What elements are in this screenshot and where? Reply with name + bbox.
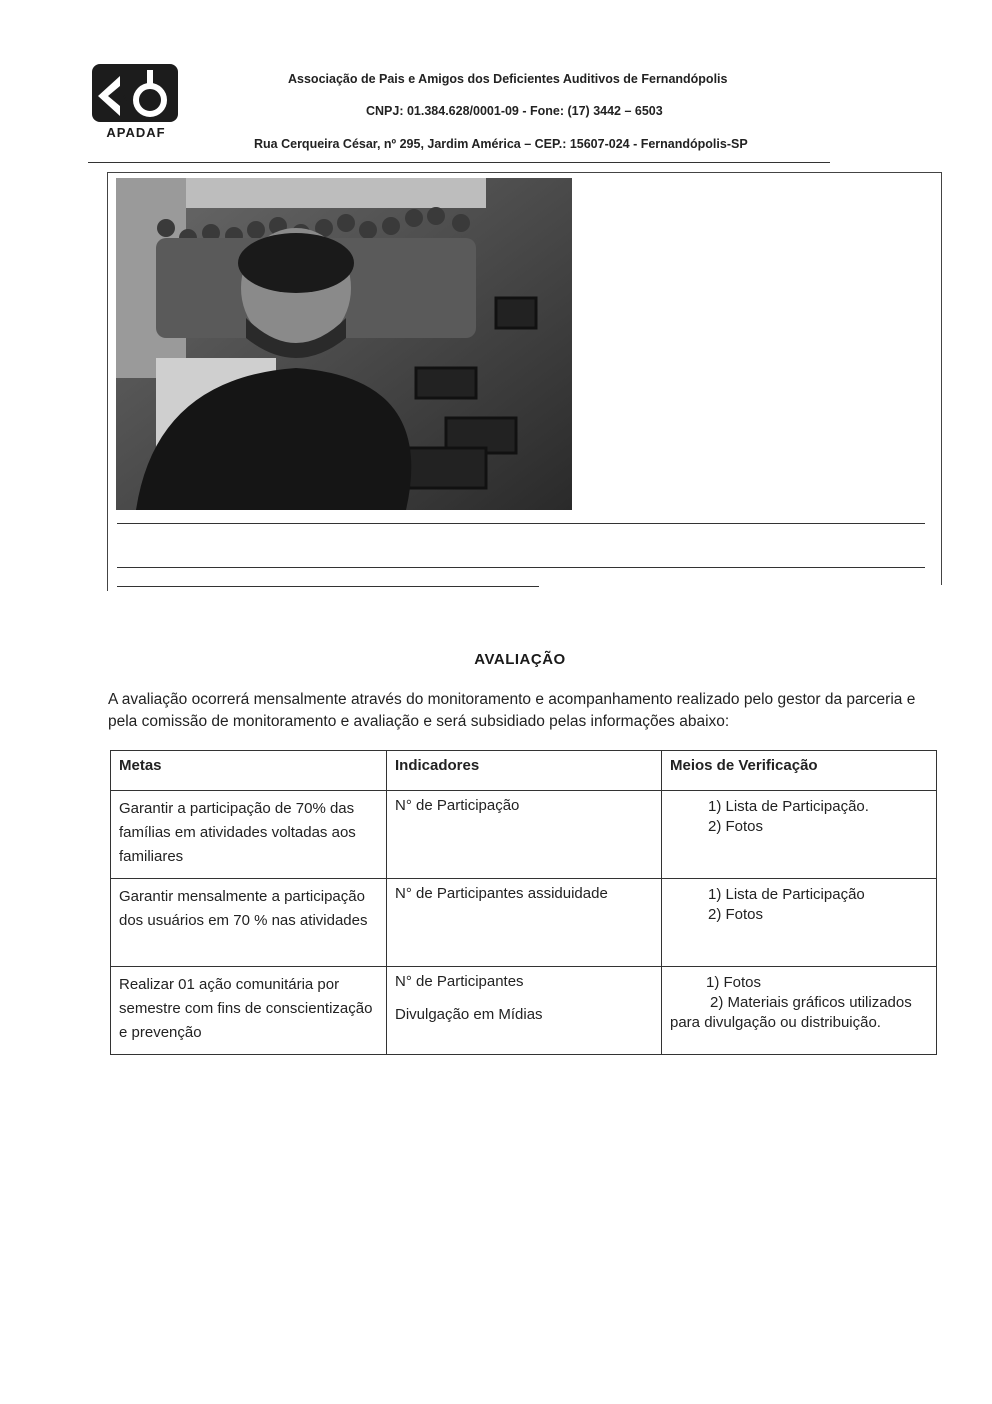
cnpj-phone: CNPJ: 01.384.628/0001-09 - Fone: (17) 3442 – 6503 <box>366 104 663 118</box>
indicator-text: Divulgação em Mídias <box>395 1006 543 1023</box>
header-divider <box>88 162 830 163</box>
verification-item: 2) Materiais gráficos utilizados para divulgação ou distribuição. <box>670 994 912 1031</box>
indicator-text: N° de Participantes assiduidade <box>395 885 608 902</box>
verification-item: 1) Fotos <box>706 974 762 991</box>
meta-cell: Garantir a participação de 70% das famílias em atividades voltadas aos familiares <box>111 791 387 879</box>
verification-item: 2) Fotos <box>708 906 764 923</box>
meta-cell: Garantir mensalmente a participação dos usuários em 70 % nas atividades <box>111 879 387 967</box>
group-selfie-photo <box>116 178 572 510</box>
verification-item: 2) Fotos <box>708 818 764 835</box>
blank-line-3 <box>117 586 539 587</box>
table-row <box>111 879 937 967</box>
svg-text:APADAF: APADAF <box>106 125 166 140</box>
address: Rua Cerqueira César, nº 295, Jardim América – CEP.: 15607-024 - Fernandópolis-SP <box>254 137 748 151</box>
indicator-cell <box>387 879 662 967</box>
column-header: Meios de Verificação <box>662 751 937 791</box>
table-header-row <box>111 751 937 791</box>
apadaf-logo <box>90 62 182 142</box>
table-row <box>111 791 937 879</box>
table-row <box>111 967 937 1055</box>
indicator-cell <box>387 967 662 1055</box>
meta-cell: Realizar 01 ação comunitária por semestre com fins de conscientização e prevenção <box>111 967 387 1055</box>
column-header: Indicadores <box>387 751 662 791</box>
verification-cell <box>662 967 937 1055</box>
blank-line-1 <box>117 523 925 524</box>
blank-line-2 <box>117 567 925 568</box>
intro-paragraph: A avaliação ocorrerá mensalmente através do monitoramento e acompanhamento realizado pelo gestor da parceria e pela comissão de monitoramento e avaliação e será subsidiado pelas informações abaixo: <box>108 691 916 730</box>
column-header: Metas <box>111 751 387 791</box>
org-name: Associação de Pais e Amigos dos Deficientes Auditivos de Fernandópolis <box>288 72 728 86</box>
indicator-cell <box>387 791 662 879</box>
section-title: AVALIAÇÃO <box>474 651 566 668</box>
svg-text:A: A <box>120 94 128 105</box>
indicator-text: N° de Participação <box>395 797 520 814</box>
verification-cell <box>662 791 937 879</box>
verification-item: 1) Lista de Participação <box>708 886 865 903</box>
verification-item: 1) Lista de Participação. <box>708 798 869 815</box>
evaluation-table <box>110 750 937 1055</box>
verification-cell <box>662 879 937 967</box>
indicator-text: N° de Participantes <box>395 973 524 990</box>
